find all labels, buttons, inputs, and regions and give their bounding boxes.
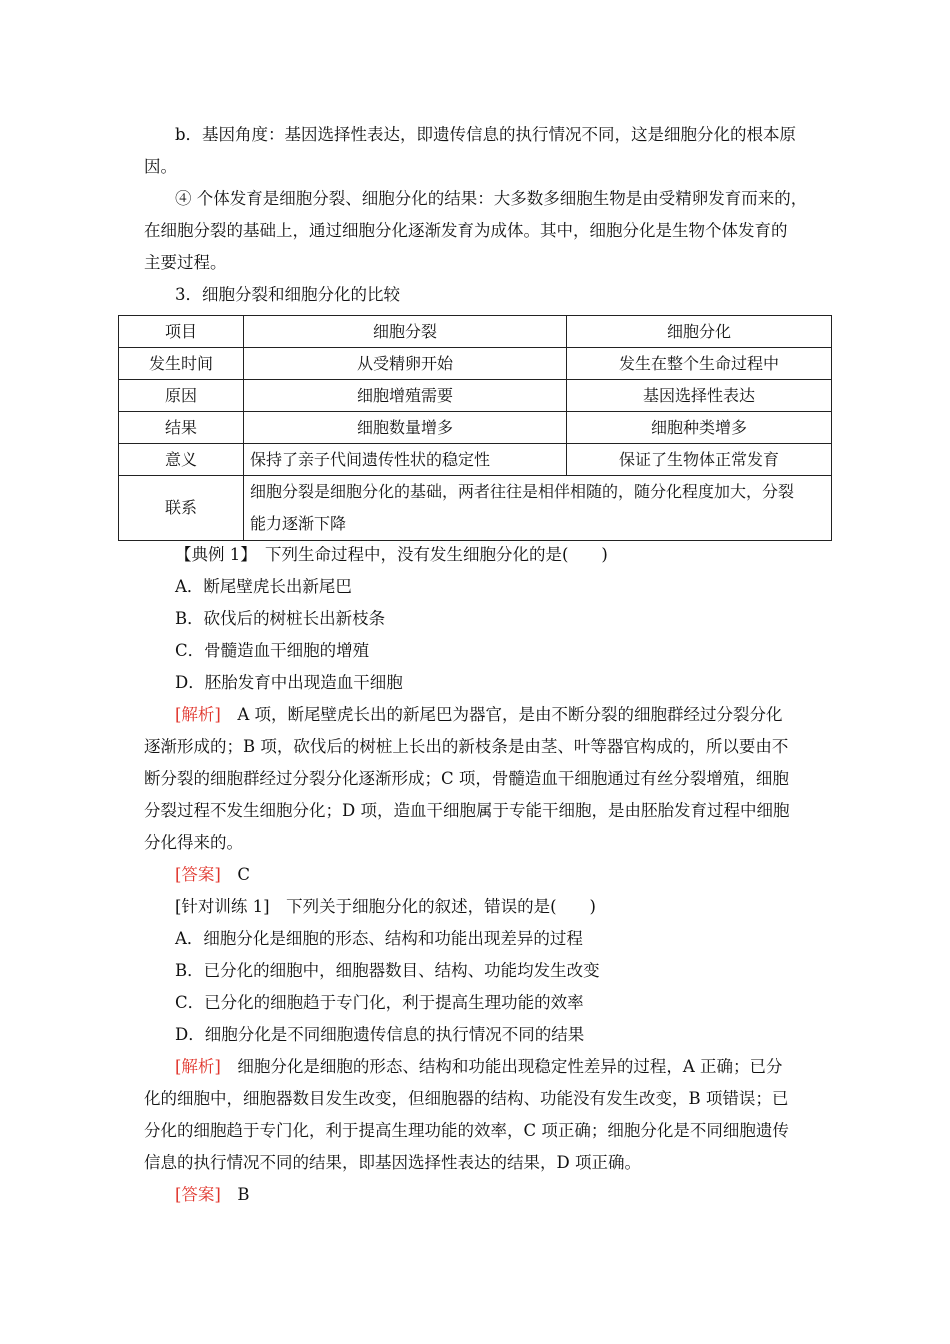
example1-analysis-line2: 逐渐形成的；B 项，砍伐后的树桩上长出的新枝条是由茎、叶等器官构成的，所以要由不	[144, 737, 789, 756]
training1-option-c: C．已分化的细胞趋于专门化，利于提高生理功能的效率	[175, 993, 584, 1012]
link-line1: 细胞分裂是细胞分化的基础，两者往往是相伴相随的，随分化程度加大，分裂	[250, 482, 795, 501]
table-row	[119, 412, 832, 444]
table-cell: 细胞种类增多	[567, 412, 832, 444]
table-cell: 从受精卵开始	[244, 348, 567, 380]
training1-analysis-line4: 信息的执行情况不同的结果，即基因选择性表达的结果，D 项正确。	[144, 1153, 641, 1172]
paragraph-b-line1: b．基因角度：基因选择性表达，即遗传信息的执行情况不同，这是细胞分化的根本原	[175, 125, 797, 144]
training1-analysis-line1	[175, 1057, 783, 1077]
table-row	[119, 444, 832, 476]
training1-option-d: D．细胞分化是不同细胞遗传信息的执行情况不同的结果	[175, 1025, 585, 1044]
table-cell: 发生在整个生命过程中	[567, 348, 832, 380]
paragraph-4-line1: ④ 个体发育是细胞分裂、细胞分化的结果：大多数多细胞生物是由受精卵发育而来的，	[175, 189, 808, 208]
table-row	[119, 380, 832, 412]
table-header-cell: 细胞分化	[567, 316, 832, 348]
answer-tag: [答案]	[175, 1185, 221, 1204]
training1-analysis-line3: 分化的细胞趋于专门化，利于提高生理功能的效率，C 项正确；细胞分化是不同细胞遗传	[144, 1121, 789, 1140]
table-cell: 基因选择性表达	[567, 380, 832, 412]
table-cell: 保持了亲子代间遗传性状的稳定性	[244, 444, 567, 476]
paragraph-4-line2: 在细胞分裂的基础上，通过细胞分化逐渐发育为成体。其中，细胞分化是生物个体发育的	[144, 221, 788, 240]
table-row-link	[119, 476, 832, 541]
table-cell: 原因	[119, 380, 244, 412]
example1-analysis-line4: 分裂过程不发生细胞分化；D 项，造血干细胞属于专能干细胞，是由胚胎发育过程中细胞	[144, 801, 790, 820]
paragraph-b-line2: 因。	[144, 157, 177, 176]
table-cell: 保证了生物体正常发育	[567, 444, 832, 476]
table-cell: 发生时间	[119, 348, 244, 380]
analysis-text: A 项，断尾壁虎长出的新尾巴为器官，是由不断分裂的细胞群经过分裂分化	[220, 705, 783, 724]
training1-option-a: A．细胞分化是细胞的形态、结构和功能出现差异的过程	[175, 929, 583, 948]
table-cell: 意义	[119, 444, 244, 476]
example1-option-c: C．骨髓造血干细胞的增殖	[175, 641, 370, 660]
analysis-tag: [解析]	[175, 705, 221, 724]
example1-question: 【典例 1】 下列生命过程中，没有发生细胞分化的是( )	[175, 545, 608, 564]
table-header-cell: 细胞分裂	[244, 316, 567, 348]
training1-question: [针对训练 1] 下列关于细胞分化的叙述，错误的是( )	[175, 897, 596, 916]
table-cell: 细胞增殖需要	[244, 380, 567, 412]
training1-answer	[175, 1185, 250, 1205]
example1-analysis-line1	[175, 705, 783, 725]
table-header-row	[119, 316, 832, 348]
training1-option-b: B．已分化的细胞中，细胞器数目、结构、功能均发生改变	[175, 961, 600, 980]
example1-analysis-line5: 分化得来的。	[144, 833, 243, 852]
analysis-text: 细胞分化是细胞的形态、结构和功能出现稳定性差异的过程，A 正确；已分	[220, 1057, 783, 1076]
section-3-heading: 3．细胞分裂和细胞分化的比较	[175, 285, 400, 304]
table-cell: 联系	[119, 476, 244, 541]
answer-text: B	[220, 1185, 250, 1204]
table-row	[119, 348, 832, 380]
table-cell: 细胞数量增多	[244, 412, 567, 444]
example1-option-a: A．断尾壁虎长出新尾巴	[175, 577, 352, 596]
answer-tag: [答案]	[175, 865, 221, 884]
example1-analysis-line3: 断分裂的细胞群经过分裂分化逐渐形成；C 项，骨髓造血干细胞通过有丝分裂增殖，细胞	[144, 769, 789, 788]
example1-option-d: D．胚胎发育中出现造血干细胞	[175, 673, 403, 692]
table-cell: 结果	[119, 412, 244, 444]
analysis-tag: [解析]	[175, 1057, 221, 1076]
comparison-table	[118, 315, 832, 541]
table-header-cell: 项目	[119, 316, 244, 348]
paragraph-4-line3: 主要过程。	[144, 253, 227, 272]
training1-analysis-line2: 化的细胞中，细胞器数目发生改变，但细胞器的结构、功能没有发生改变，B 项错误；已	[144, 1089, 789, 1108]
table-cell-link	[244, 476, 832, 541]
link-line2: 能力逐渐下降	[250, 514, 347, 533]
answer-text: C	[220, 865, 250, 884]
example1-option-b: B．砍伐后的树桩长出新枝条	[175, 609, 386, 628]
example1-answer	[175, 865, 250, 885]
